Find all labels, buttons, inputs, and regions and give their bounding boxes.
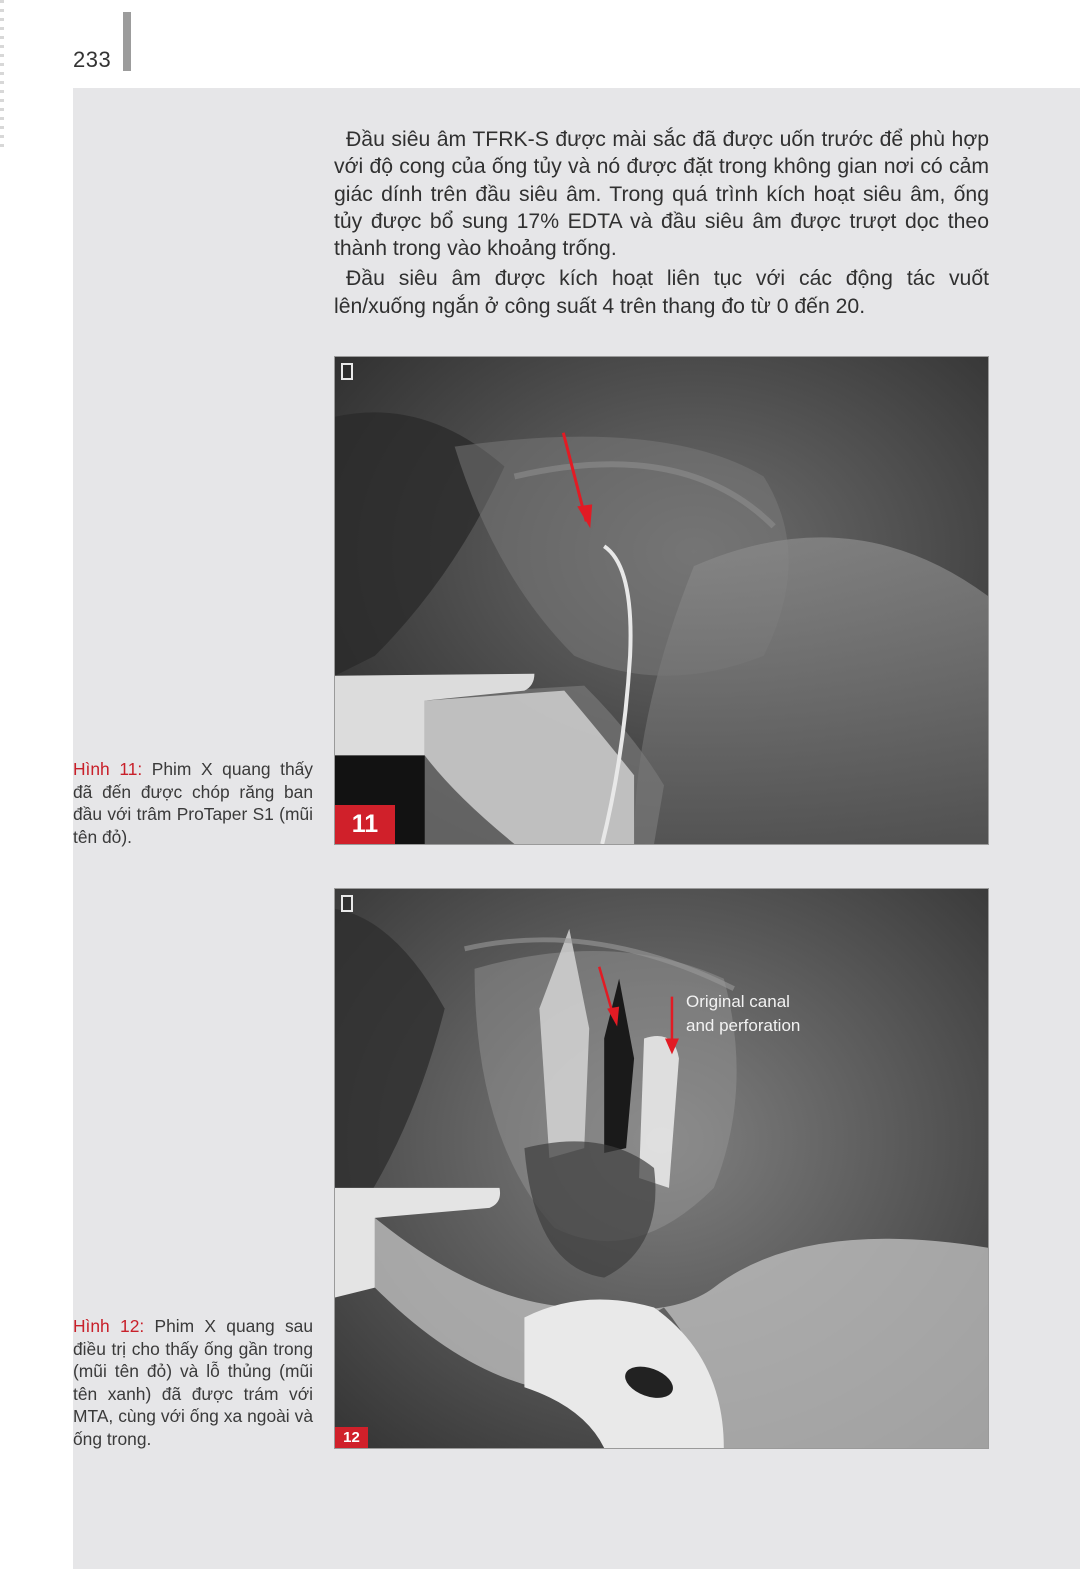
- xray-annotation-label: Original canal and perforation: [686, 992, 801, 1035]
- page-number-bar: [123, 12, 131, 71]
- body-paragraph: Đầu siêu âm được kích hoạt liên tục với các động tác vuốt lên/xuống ngắn ở công suất 4 trên thang đo từ 0 đến 20.: [334, 267, 989, 318]
- caption-label: Hình 11:: [73, 759, 143, 779]
- xray-image-12: [335, 889, 988, 1448]
- xray-image-11: [335, 357, 988, 844]
- orientation-marker: [341, 895, 353, 912]
- body-paragraph: Đầu siêu âm TFRK-S được mài sắc đã được uốn trước để phù hợp với độ cong của ống tủy và nó được đặt trong không gian nơi có cảm giác dính trên đầu siêu âm. Trong quá trình kích hoạt siêu âm, ống tủy được bổ sung 17% EDTA và đầu siêu âm được trượt dọc theo thành trong vào khoảng trống.: [334, 128, 989, 261]
- orientation-marker: [341, 363, 353, 380]
- caption-text: Phim X quang thấy đã đến được chóp răng ban đầu với trâm ProTaper S1 (mũi tên đỏ).: [73, 759, 313, 847]
- figure-number-badge: 12: [335, 1427, 368, 1448]
- body-text: [334, 126, 989, 323]
- figure-caption-12: [73, 1315, 313, 1450]
- xray-figure-12: [334, 888, 989, 1449]
- figure-caption-11: [73, 758, 313, 848]
- figure-number-badge: 11: [335, 805, 395, 844]
- page-number: 233: [73, 47, 112, 72]
- caption-label: Hình 12:: [73, 1316, 145, 1336]
- spine-edge-text: [0, 0, 4, 150]
- xray-figure-11: [334, 356, 989, 845]
- caption-text: Phim X quang sau điều trị cho thấy ống gần trong (mũi tên đỏ) và lỗ thủng (mũi tên xanh) đã được trám với MTA, cùng với ống xa ngoài và ống trong.: [73, 1316, 313, 1449]
